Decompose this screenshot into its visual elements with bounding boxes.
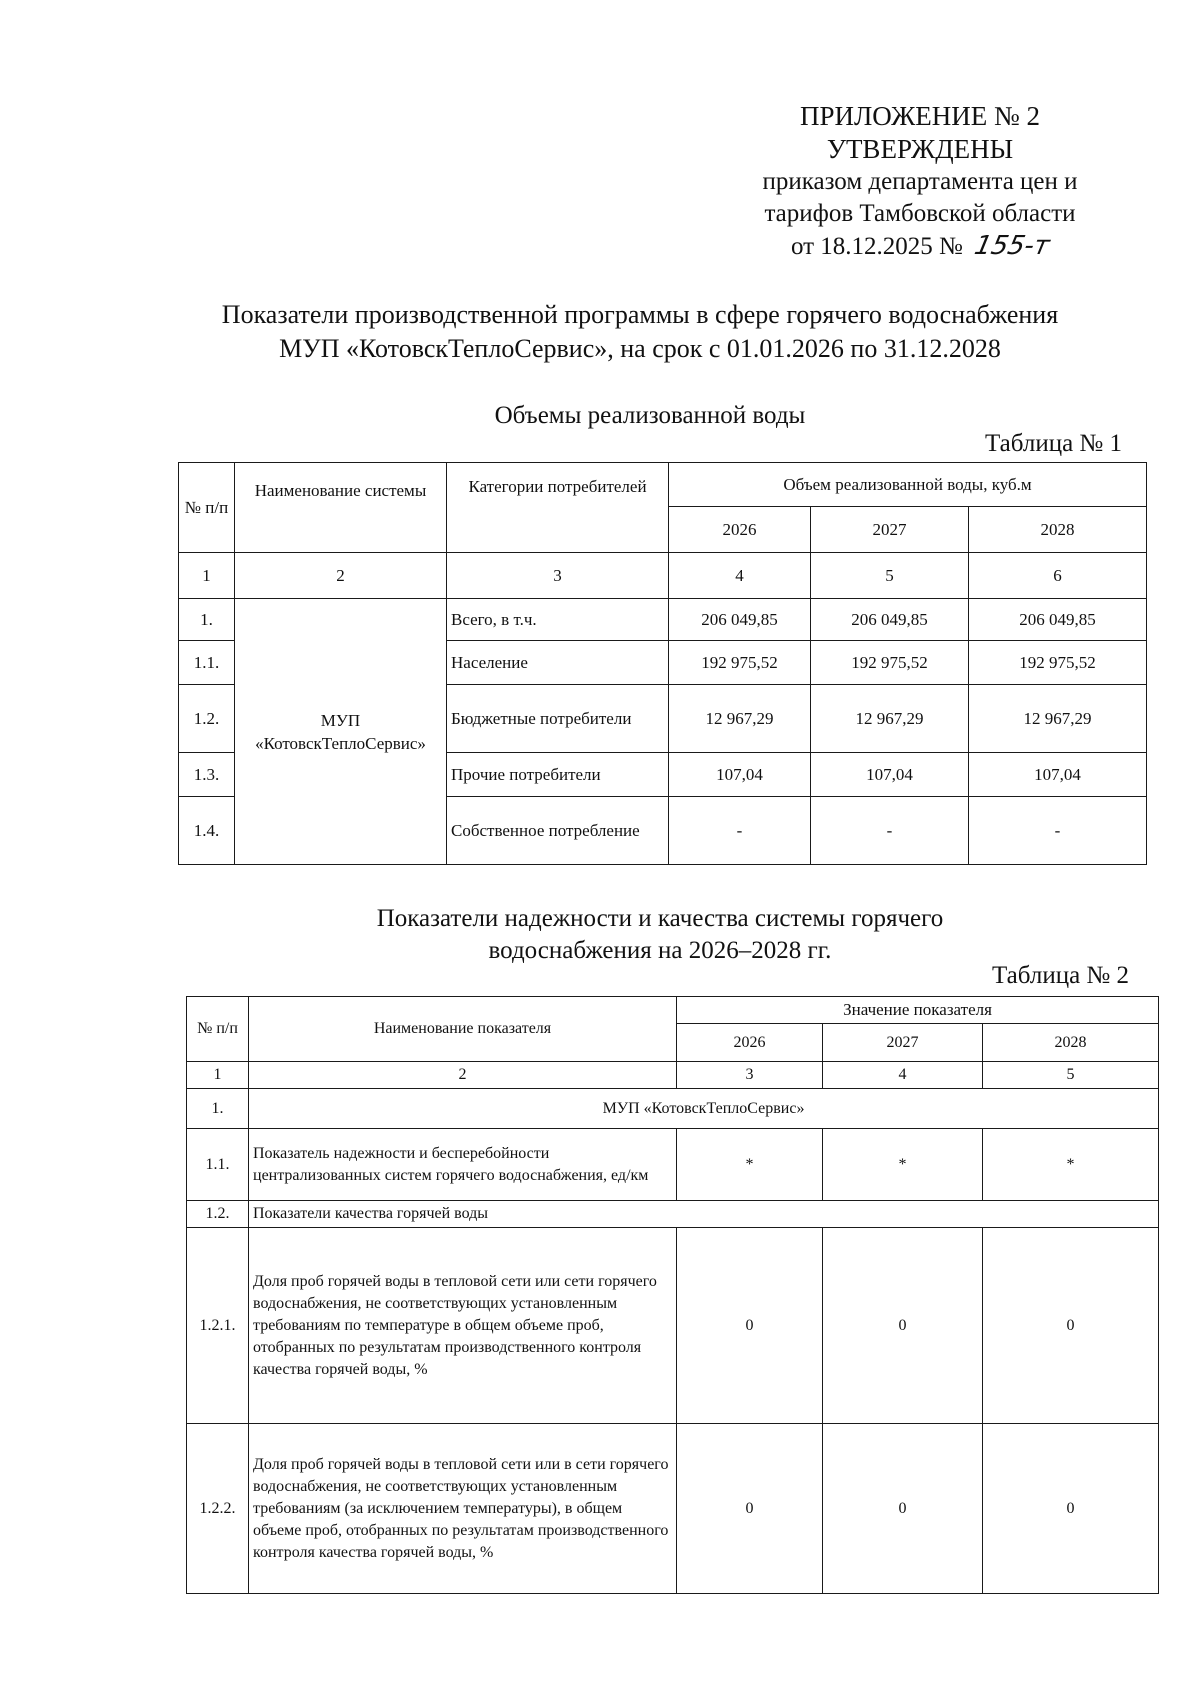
organization-name: МУП «КотовскТеплоСервис» <box>249 1089 1159 1129</box>
document-title <box>150 298 1130 366</box>
indicator-group-name: Показатели качества горячей воды <box>249 1201 1159 1228</box>
order-date-line <box>720 230 1120 263</box>
table2-year-2028: 2028 <box>983 1024 1159 1062</box>
table1-label: Таблица № 1 <box>985 430 1123 457</box>
indicator-name: Показатель надежности и бесперебойности централизованных систем горячего водоснабжения, ед/км <box>249 1129 677 1201</box>
row-num: 1.2.2. <box>187 1424 249 1594</box>
indicator-value: 0 <box>823 1228 983 1424</box>
volume-value: 206 049,85 <box>969 599 1147 641</box>
handwritten-order-number: 155-т <box>971 231 1053 261</box>
table1-header-volume: Объем реализованной воды, куб.м <box>669 463 1147 507</box>
row-num: 1.2.1. <box>187 1228 249 1424</box>
consumer-category: Прочие потребители <box>447 753 669 797</box>
volume-value: - <box>669 797 811 865</box>
volume-value: 12 967,29 <box>669 685 811 753</box>
row-num: 1.3. <box>179 753 235 797</box>
table2-label: Таблица № 2 <box>992 962 1130 989</box>
row-num: 1.1. <box>179 641 235 685</box>
indicator-name: Доля проб горячей воды в тепловой сети или сети горячего водоснабжения, не соответствующих установленным требованиям по температуре в общем объеме проб, отобранных по результатам производственного контроля качества горячей воды, % <box>249 1228 677 1424</box>
consumer-category: Население <box>447 641 669 685</box>
volume-value: 107,04 <box>969 753 1147 797</box>
table2-colnum: 4 <box>823 1062 983 1089</box>
indicator-name: Доля проб горячей воды в тепловой сети или в сети горячего водоснабжения, не соответствующих установленным требованиям (за исключением температуры), в общем объеме проб, отобранных по результатам производственного контроля качества горячей воды, % <box>249 1424 677 1594</box>
table1-year-2028: 2028 <box>969 507 1147 553</box>
volume-value: 107,04 <box>669 753 811 797</box>
row-num: 1.1. <box>187 1129 249 1201</box>
order-line-2: тарифов Тамбовской области <box>764 200 1076 227</box>
indicator-value: * <box>983 1129 1159 1201</box>
consumer-category: Бюджетные потребители <box>447 685 669 753</box>
volume-value: 192 975,52 <box>669 641 811 685</box>
row-num: 1.4. <box>179 797 235 865</box>
table2-section-title-line-2: водоснабжения на 2026–2028 гг. <box>488 937 832 964</box>
order-date: от 18.12.2025 № <box>790 233 963 260</box>
order-line-1: приказом департамента цен и <box>762 168 1078 195</box>
table1-header-category: Категории потребителей <box>447 463 669 553</box>
row-num: 1.2. <box>187 1201 249 1228</box>
consumer-category: Собственное потребление <box>447 797 669 865</box>
indicator-value: * <box>677 1129 823 1201</box>
row-num: 1.2. <box>179 685 235 753</box>
table1-section-title: Объемы реализованной воды <box>494 402 806 429</box>
volume-value: 206 049,85 <box>669 599 811 641</box>
table2-colnum: 1 <box>187 1062 249 1089</box>
table2-column-numbers-row <box>187 1062 1159 1089</box>
table1-colnum: 6 <box>969 553 1147 599</box>
volume-value: 12 967,29 <box>811 685 969 753</box>
table2-colnum: 3 <box>677 1062 823 1089</box>
indicator-value: 0 <box>983 1424 1159 1594</box>
table-row <box>187 1424 1159 1594</box>
volume-value: 206 049,85 <box>811 599 969 641</box>
table1-colnum: 5 <box>811 553 969 599</box>
table1-year-2026: 2026 <box>669 507 811 553</box>
table2-colnum: 2 <box>249 1062 677 1089</box>
approved-label: УТВЕРЖДЕНЫ <box>826 134 1014 164</box>
table2-header-name: Наименование показателя <box>249 997 677 1062</box>
row-num: 1. <box>179 599 235 641</box>
table1-year-2027: 2027 <box>811 507 969 553</box>
table1-colnum: 2 <box>235 553 447 599</box>
volume-value: - <box>969 797 1147 865</box>
indicator-value: * <box>823 1129 983 1201</box>
document-title-line-2: МУП «КотовскТеплоСервис», на срок с 01.01.2026 по 31.12.2028 <box>279 334 1001 363</box>
table2-header-value: Значение показателя <box>677 997 1159 1024</box>
system-name-cell: МУП «КотовскТеплоСервис» <box>235 599 447 865</box>
document-title-line-1: Показатели производственной программы в сфере горячего водоснабжения <box>221 300 1059 329</box>
indicator-value: 0 <box>677 1228 823 1424</box>
table2-section-title-line-1: Показатели надежности и качества системы горячего <box>376 905 944 932</box>
volume-value: 12 967,29 <box>969 685 1147 753</box>
volume-value: 192 975,52 <box>969 641 1147 685</box>
table-row <box>187 1201 1159 1228</box>
table1-header-system: Наименование системы <box>235 463 447 553</box>
table2-header-num: № п/п <box>187 997 249 1062</box>
volume-value: - <box>811 797 969 865</box>
reliability-quality-table <box>186 996 1159 1594</box>
indicator-value: 0 <box>677 1424 823 1594</box>
table-row <box>187 1129 1159 1201</box>
volume-value: 192 975,52 <box>811 641 969 685</box>
table2-section-title <box>170 903 1150 967</box>
sold-water-volume-table <box>178 462 1147 865</box>
appendix-number: ПРИЛОЖЕНИЕ № 2 <box>799 101 1041 131</box>
row-num: 1. <box>187 1089 249 1129</box>
table1-header-num: № п/п <box>179 463 235 553</box>
table2-colnum: 5 <box>983 1062 1159 1089</box>
indicator-value: 0 <box>823 1424 983 1594</box>
table1-colnum: 1 <box>179 553 235 599</box>
table-row <box>179 599 1147 641</box>
table1-column-numbers-row <box>179 553 1147 599</box>
indicator-value: 0 <box>983 1228 1159 1424</box>
table1-colnum: 3 <box>447 553 669 599</box>
volume-value: 107,04 <box>811 753 969 797</box>
table2-year-2027: 2027 <box>823 1024 983 1062</box>
table-row <box>187 1228 1159 1424</box>
consumer-category: Всего, в т.ч. <box>447 599 669 641</box>
table1-colnum: 4 <box>669 553 811 599</box>
table2-year-2026: 2026 <box>677 1024 823 1062</box>
table-row <box>187 1089 1159 1129</box>
approval-header <box>720 100 1120 263</box>
